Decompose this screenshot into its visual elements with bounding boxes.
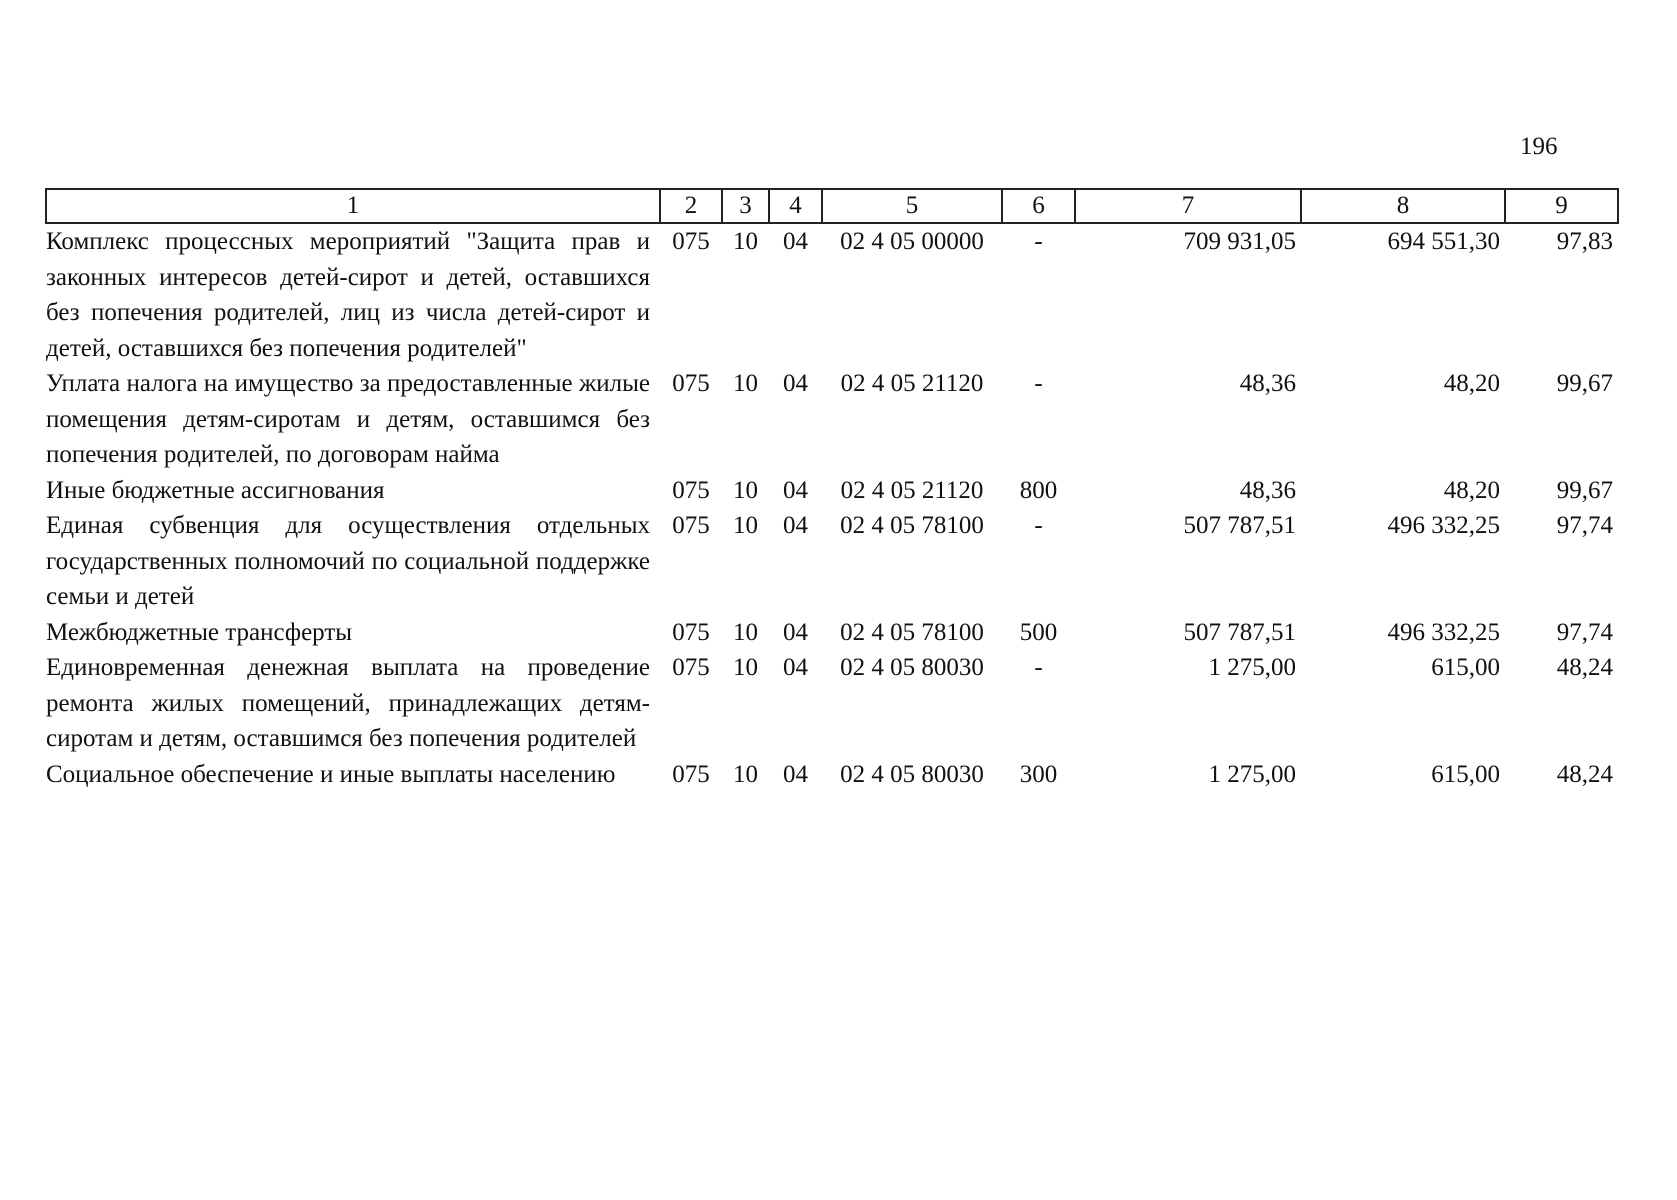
row-subsection-code: 04 xyxy=(783,618,808,646)
row-actual-amount: 496 332,25 xyxy=(1387,512,1500,539)
header-col-4: 4 xyxy=(769,189,822,223)
row-expense-type: - xyxy=(1034,370,1043,397)
row-ministry-code: 075 xyxy=(672,476,710,504)
table-row xyxy=(46,508,1618,615)
header-col-2: 2 xyxy=(660,189,722,223)
row-subsection-code: 04 xyxy=(783,654,808,681)
header-col-5: 5 xyxy=(822,189,1002,223)
row-ministry-code: 075 xyxy=(672,618,710,646)
header-col-7: 7 xyxy=(1075,189,1301,223)
row-target-code: 02 4 05 78100 xyxy=(840,512,984,539)
header-col-6: 6 xyxy=(1002,189,1075,223)
row-target-code: 02 4 05 80030 xyxy=(840,654,984,681)
row-execution-percent: 99,67 xyxy=(1556,476,1613,504)
row-ministry-code: 075 xyxy=(672,760,710,788)
budget-table xyxy=(45,188,1619,792)
row-target-code: 02 4 05 21120 xyxy=(840,370,984,397)
row-expense-type: - xyxy=(1034,228,1043,255)
row-section-code: 10 xyxy=(733,370,758,397)
header-col-8: 8 xyxy=(1301,189,1505,223)
row-planned-amount: 507 787,51 xyxy=(1183,618,1296,646)
row-subsection-code: 04 xyxy=(783,476,808,504)
row-expense-type: 500 xyxy=(1019,618,1058,646)
header-row xyxy=(46,189,1618,223)
row-section-code: 10 xyxy=(733,760,758,788)
row-subsection-code: 04 xyxy=(783,228,808,255)
page-number: 196 xyxy=(1520,133,1558,160)
row-expense-type: 800 xyxy=(1019,476,1058,504)
row-target-code: 02 4 05 78100 xyxy=(840,618,984,646)
row-name: Социальное обеспечение и иные выплаты населению xyxy=(46,760,616,788)
header-col-9: 9 xyxy=(1505,189,1618,223)
row-actual-amount: 615,00 xyxy=(1431,654,1500,681)
row-execution-percent: 97,74 xyxy=(1556,512,1613,539)
row-planned-amount: 48,36 xyxy=(1239,476,1296,504)
row-target-code: 02 4 05 00000 xyxy=(840,228,984,255)
row-actual-amount: 496 332,25 xyxy=(1387,618,1500,646)
row-ministry-code: 075 xyxy=(672,512,710,539)
row-planned-amount: 709 931,05 xyxy=(1183,228,1296,255)
row-subsection-code: 04 xyxy=(783,760,808,788)
row-expense-type: 300 xyxy=(1019,760,1058,788)
row-actual-amount: 48,20 xyxy=(1443,370,1500,397)
row-section-code: 10 xyxy=(733,654,758,681)
row-actual-amount: 694 551,30 xyxy=(1387,228,1500,255)
table-row xyxy=(46,223,1618,366)
row-execution-percent: 97,83 xyxy=(1556,228,1613,255)
row-target-code: 02 4 05 21120 xyxy=(840,476,984,504)
row-target-code: 02 4 05 80030 xyxy=(840,760,984,788)
table-row xyxy=(46,473,1618,509)
row-name: Единая субвенция для осуществления отдельных государственных полномочий по социальной поддержке семьи и детей xyxy=(46,512,650,610)
row-planned-amount: 507 787,51 xyxy=(1183,512,1296,539)
row-section-code: 10 xyxy=(733,476,758,504)
row-execution-percent: 97,74 xyxy=(1556,618,1613,646)
row-name: Иные бюджетные ассигнования xyxy=(46,476,385,504)
row-actual-amount: 48,20 xyxy=(1443,476,1500,504)
row-section-code: 10 xyxy=(733,512,758,539)
row-planned-amount: 48,36 xyxy=(1239,370,1296,397)
row-ministry-code: 075 xyxy=(672,228,710,255)
table-row xyxy=(46,366,1618,473)
row-name: Межбюджетные трансферты xyxy=(46,618,353,646)
row-execution-percent: 48,24 xyxy=(1556,654,1613,681)
table-row xyxy=(46,615,1618,651)
row-execution-percent: 48,24 xyxy=(1556,760,1613,788)
table-row xyxy=(46,757,1618,793)
row-name: Уплата налога на имущество за предоставленные жилые помещения детям-сиротам и детям, оставшимся без попечения родителей, по договорам найма xyxy=(46,370,650,468)
row-planned-amount: 1 275,00 xyxy=(1208,654,1296,681)
row-subsection-code: 04 xyxy=(783,370,808,397)
header-col-1: 1 xyxy=(46,189,660,223)
row-section-code: 10 xyxy=(733,618,758,646)
row-name: Единовременная денежная выплата на проведение ремонта жилых помещений, принадлежащих детям-сиротам и детям, оставшимся без попечения родителей xyxy=(46,654,650,752)
row-execution-percent: 99,67 xyxy=(1556,370,1613,397)
row-section-code: 10 xyxy=(733,228,758,255)
row-name: Комплекс процессных мероприятий "Защита прав и законных интересов детей-сирот и детей, оставшихся без попечения родителей, лиц из числа детей-сирот и детей, оставшихся без попечения родителей" xyxy=(46,228,650,362)
table-row xyxy=(46,650,1618,757)
row-actual-amount: 615,00 xyxy=(1431,760,1500,788)
row-expense-type: - xyxy=(1034,654,1043,681)
row-subsection-code: 04 xyxy=(783,512,808,539)
header-col-3: 3 xyxy=(722,189,769,223)
row-ministry-code: 075 xyxy=(672,654,710,681)
row-ministry-code: 075 xyxy=(672,370,710,397)
row-expense-type: - xyxy=(1034,512,1043,539)
row-planned-amount: 1 275,00 xyxy=(1208,760,1296,788)
